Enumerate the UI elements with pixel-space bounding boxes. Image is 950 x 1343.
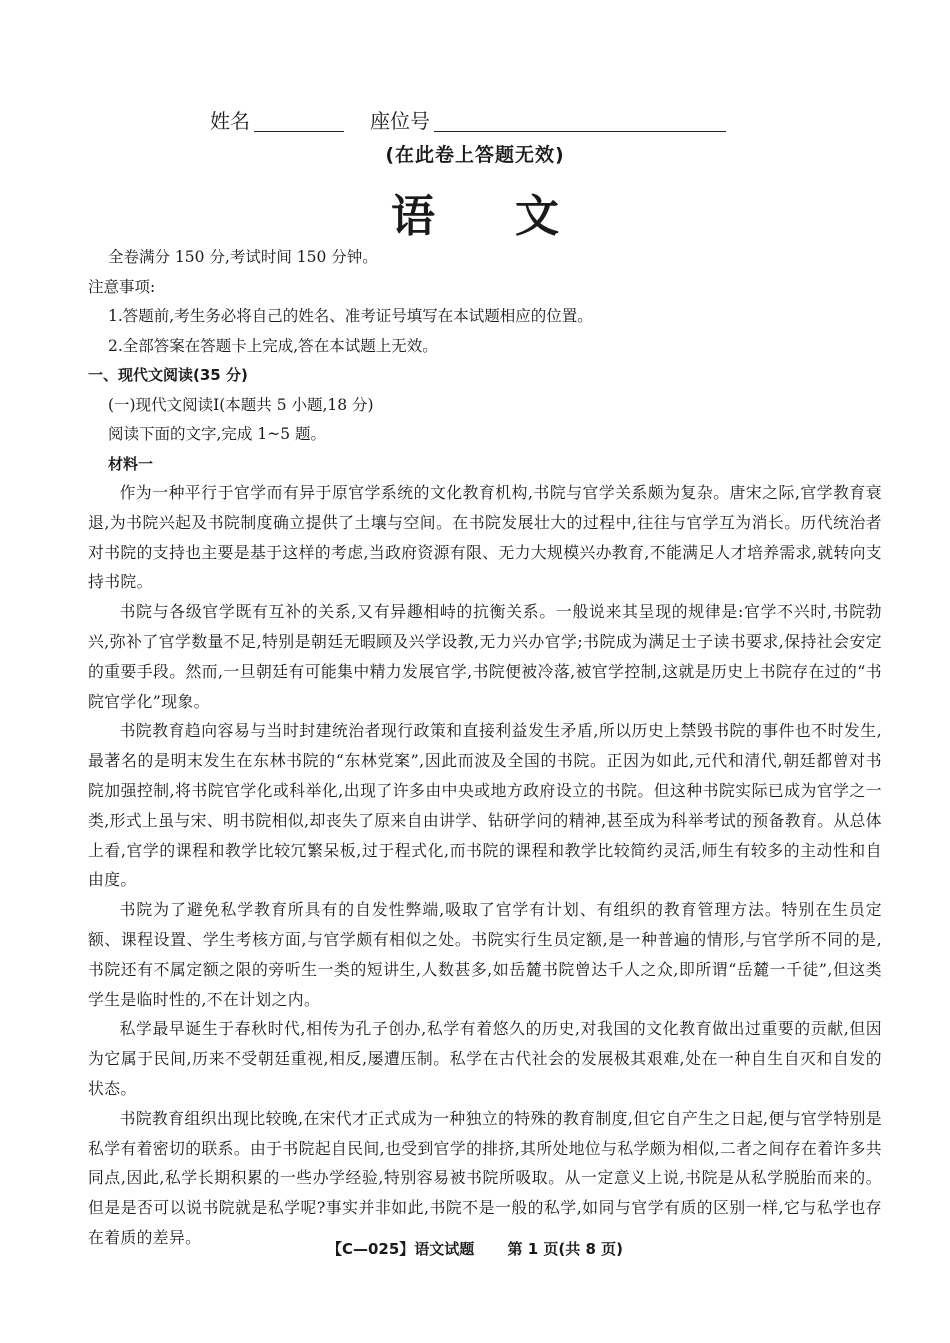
- seat-label: 座位号: [370, 109, 430, 133]
- paragraph-6: 书院教育组织出现比较晚,在宋代才正式成为一种独立的特殊的教育制度,但它自产生之日起,便与官学特别是私学有着密切的联系。由于书院起自民间,也受到官学的排挤,其所处地位与私学颇为相似,二者之间存在着许多共同点,因此,私学长期积累的一些办学经验,特别容易被书院所吸取。从一定意义上说,书院是从私学脱胎而来的。但是是否可以说书院就是私学呢?事实并非如此,书院不是一般的私学,如同与官学有质的区别一样,它与私学也存在着质的差异。: [88, 1108, 882, 1247]
- reading-instruction: 阅读下面的文字,完成 1~5 题。: [108, 425, 326, 443]
- material-text: [88, 478, 882, 1253]
- page-number: 第 1 页(共 8 页): [507, 1240, 624, 1258]
- paragraph-5: 私学最早诞生于春秋时代,相传为孔子创办,私学有着悠久的历史,对我国的文化教育做出过重要的贡献,但因为它属于民间,历来不受朝廷重视,相反,屡遭压制。私学在古代社会的发展极其艰难,处在一种自生自灭和自发的状态。: [88, 1019, 882, 1098]
- material-label: 材料一: [108, 454, 154, 473]
- name-label: 姓名: [210, 109, 250, 133]
- invalid-answer-notice: (在此卷上答题无效): [385, 144, 565, 166]
- subsection-title: (一)现代文阅读Ⅰ(本题共 5 小题,18 分): [108, 395, 374, 414]
- note-1: 1.答题前,考生务必将自己的姓名、准考证号填写在本试题相应的位置。: [108, 307, 593, 325]
- exam-instructions: [88, 243, 880, 479]
- paragraph-4: 书院为了避免私学教育所具有的自发性弊端,吸取了官学有计划、有组织的教育管理方法。特别在生员定额、课程设置、学生考核方面,与官学颇有相似之处。书院实行生员定额,是一种普遍的情形,与官学所不同的是,书院还有不属定额之限的旁听生一类的短讲生,人数甚多,如岳麓书院曾达千人之众,即所谓“岳麓一千徒”,但这类学生是临时性的,不在计划之内。: [88, 900, 882, 1009]
- seat-blank: [434, 109, 726, 132]
- candidate-info-line: [210, 100, 750, 134]
- paragraph-1: 作为一种平行于官学而有异于原官学系统的文化教育机构,书院与官学关系颇为复杂。唐宋之际,官学教育衰退,为书院兴起及书院制度确立提供了土壤与空间。在书院发展壮大的过程中,往往与官学互为消长。历代统治者对书院的支持也主要是基于这样的考虑,当政府资源有限、无力大规模兴办教育,不能满足人才培养需求,就转向支持书院。: [88, 483, 882, 592]
- name-blank: [254, 109, 344, 132]
- note-2: 2.全部答案在答题卡上完成,答在本试题上无效。: [108, 336, 438, 355]
- exam-code: 【C—025】语文试题: [326, 1240, 475, 1258]
- page-footer: [0, 1238, 950, 1259]
- subject-title: 语文: [391, 191, 639, 242]
- notes-title: 注意事项:: [88, 277, 156, 296]
- score-line: 全卷满分 150 分,考试时间 150 分钟。: [108, 248, 378, 266]
- paragraph-2: 书院与各级官学既有互补的关系,又有异趣相峙的抗衡关系。一般说来其呈现的规律是:官学不兴时,书院勃兴,弥补了官学数量不足,特别是朝廷无暇顾及兴学设教,无力兴办官学;书院成为满足士子读书要求,保持社会安定的重要手段。然而,一旦朝廷有可能集中精力发展官学,书院便被冷落,被官学控制,这就是历史上书院存在过的“书院官学化”现象。: [88, 602, 882, 711]
- paragraph-3: 书院教育趋向容易与当时封建统治者现行政策和直接利益发生矛盾,所以历史上禁毁书院的事件也不时发生,最著名的是明末发生在东林书院的“东林党案”,因此而波及全国的书院。正因为如此,元代和清代,朝廷都曾对书院加强控制,将书院官学化或科举化,出现了许多由中央或地方政府设立的书院。但这种书院实际已成为官学之一类,形式上虽与宋、明书院相似,却丧失了原来自由讲学、钻研学问的精神,甚至成为科举考试的预备教育。从总体上看,官学的课程和教学比较冗繁呆板,过于程式化,而书院的课程和教学比较简约灵活,师生有较多的主动性和自由度。: [88, 721, 882, 890]
- section-title: 一、现代文阅读(35 分): [88, 366, 248, 384]
